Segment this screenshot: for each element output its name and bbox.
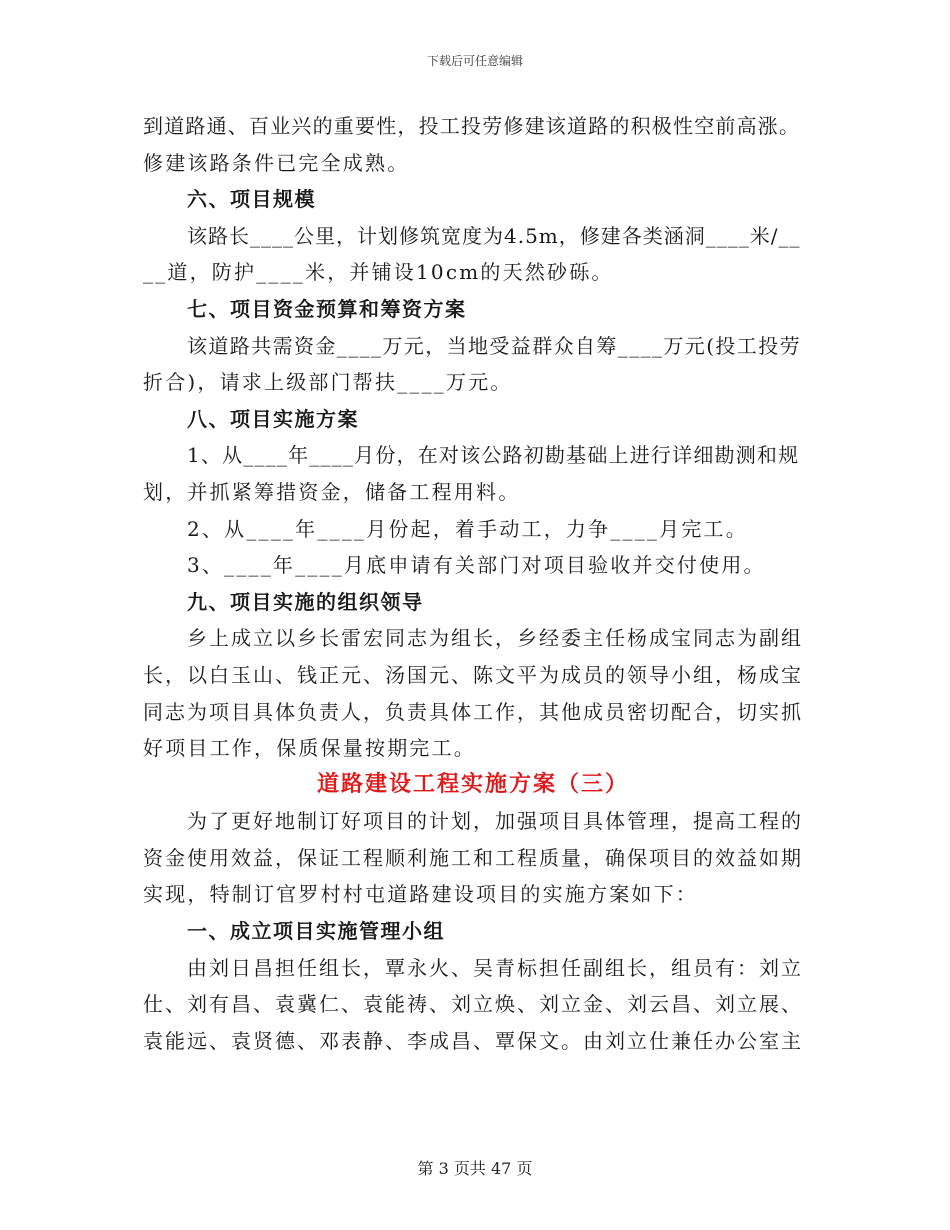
text-line: 2、从____年____月份起，着手动工，力争____月完工。	[187, 516, 748, 541]
text-line: 资金使用效益，保证工程顺利施工和工程质量，确保项目的效益如期	[143, 845, 803, 870]
text-line: 为了更好地制订好项目的计划，加强项目具体管理，提高工程的	[187, 809, 803, 834]
text-line: 到道路通、百业兴的重要性，投工投劳修建该道路的积极性空前高涨。	[143, 114, 801, 138]
text-line: 同志为项目具体负责人，负责具体工作，其他成员密切配合，切实抓	[143, 699, 803, 724]
text-line: 由刘日昌担任组长，覃永火、吴青标担任副组长，组员有：刘立	[187, 955, 803, 980]
section-heading: 七、项目资金预算和筹资方案	[187, 296, 467, 321]
section-heading: 六、项目规模	[187, 187, 316, 212]
text-line: 袁能远、袁贤德、邓表静、李成昌、覃保文。由刘立仕兼任办公室主	[143, 1028, 803, 1053]
text-line: 仕、刘有昌、袁冀仁、袁能祷、刘立焕、刘立金、刘云昌、刘立展、	[143, 992, 803, 1017]
text-line: 划，并抓紧筹措资金，储备工程用料。	[143, 479, 521, 504]
section-heading: 八、项目实施方案	[187, 406, 359, 431]
text-line: 修建该路条件已完全成熟。	[143, 150, 410, 175]
text-line: 该路长____公里，计划修筑宽度为4.5m，修建各类涵洞____米/__	[187, 223, 801, 248]
text-line: __道，防护____米，并铺设10cm的天然砂砾。	[143, 260, 614, 285]
text-line: 实现，特制订官罗村村屯道路建设项目的实施方案如下：	[143, 882, 698, 907]
section-heading: 一、成立项目实施管理小组	[187, 919, 445, 944]
text-line: 乡上成立以乡长雷宏同志为组长，乡经委主任杨成宝同志为副组	[187, 626, 803, 651]
text-line: 1、从____年____月份，在对该公路初勘基础上进行详细勘测和规	[187, 443, 800, 468]
text-line: 该道路共需资金____万元，当地受益群众自筹____万元(投工投劳	[187, 333, 802, 358]
text-line: 折合)，请求上级部门帮扶____万元。	[143, 370, 513, 395]
document-body	[143, 108, 803, 1059]
text-line: 长，以白玉山、钱正元、汤国元、陈文平为成员的领导小组，杨成宝	[143, 662, 803, 687]
text-line: 好项目工作，保质保量按期完工。	[143, 736, 476, 761]
document-title: 道路建设工程实施方案（三）	[316, 771, 629, 797]
page-header-note: 下载后可任意编辑	[426, 54, 523, 68]
section-heading: 九、项目实施的组织领导	[187, 589, 424, 614]
text-line: 3、____年____月底申请有关部门对项目验收并交付使用。	[187, 553, 766, 578]
page-number-footer: 第 3 页共 47 页	[417, 1159, 533, 1178]
